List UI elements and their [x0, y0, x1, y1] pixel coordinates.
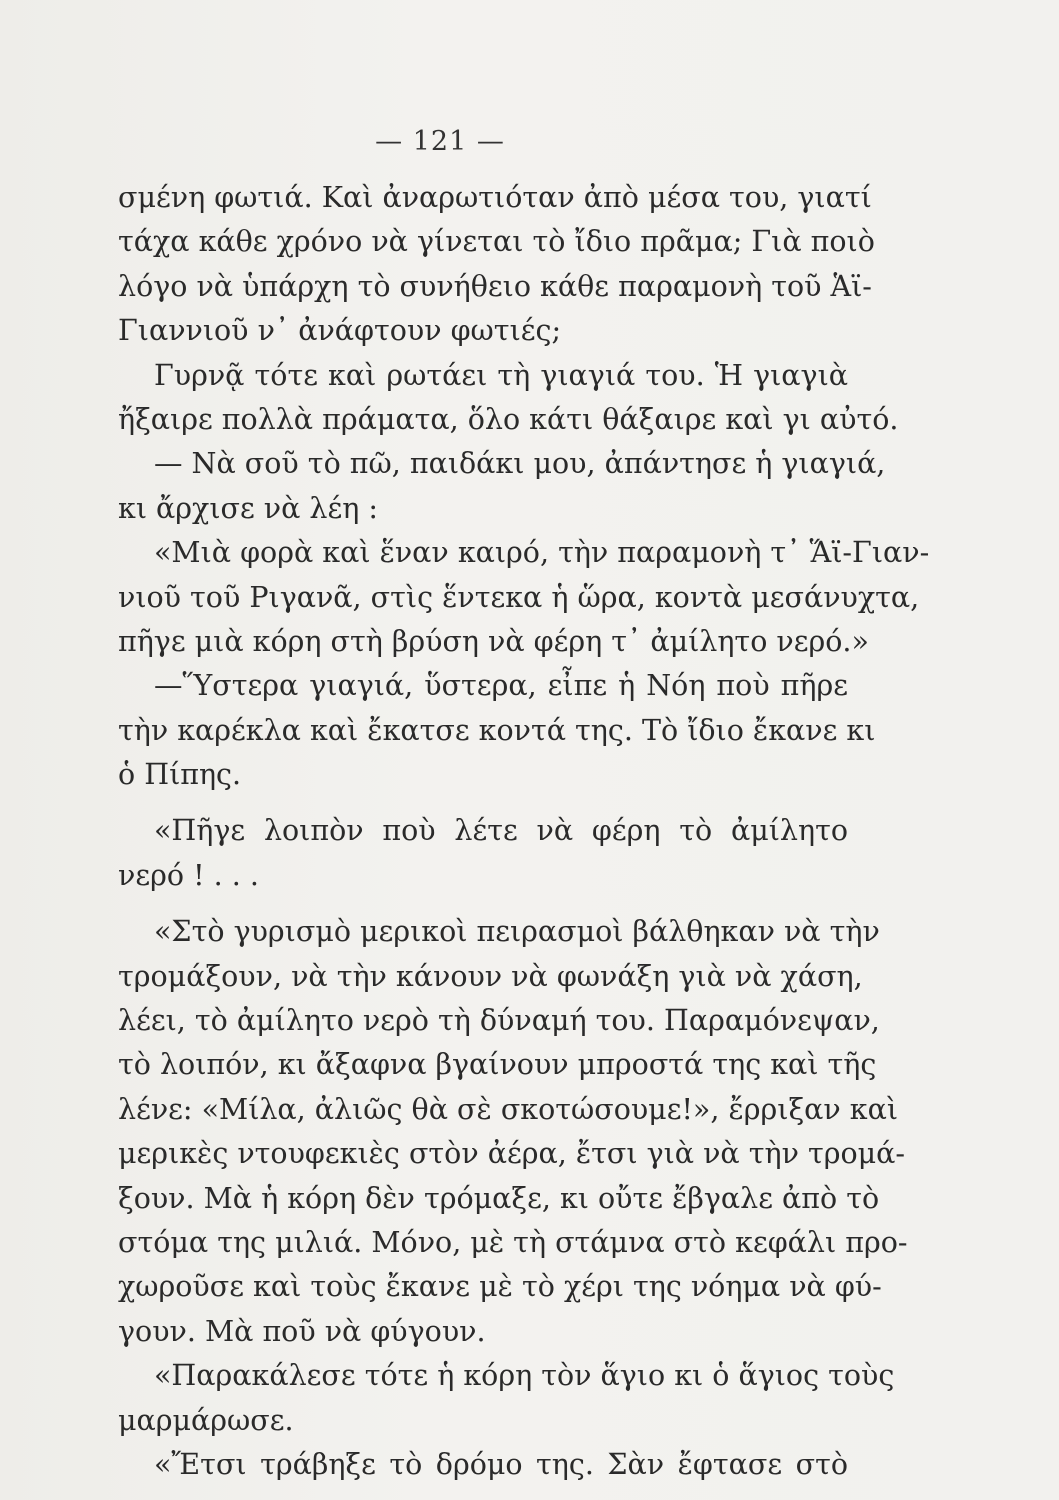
- text-line: ὁ Πίπης.: [118, 758, 242, 792]
- page-number: — 121 —: [375, 126, 505, 157]
- text-line: —Ὕστερα γιαγιά, ὕστερα, εἶπε ἡ Νόη ποὺ πῆρε: [154, 669, 848, 703]
- text-line: νερό ! . . .: [118, 858, 259, 892]
- text-line: «Στὸ γυρισμὸ μερικοὶ πειρασμοὶ βάλθηκαν νὰ τὴν: [154, 915, 880, 949]
- text-line: σμένη φωτιά. Καὶ ἀναρωτιόταν ἀπὸ μέσα του, γιατί: [118, 181, 872, 214]
- text-line: τάχα κάθε χρόνο νὰ γίνεται τὸ ἴδιο πρᾶμα; Γιὰ ποιὸ: [118, 225, 875, 259]
- text-line: «Παρακάλεσε τότε ἡ κόρη τὸν ἅγιο κι ὁ ἅγιος τοὺς: [154, 1359, 895, 1393]
- text-line: λόγο νὰ ὑπάρχη τὸ συνήθειο κάθε παραμονὴ τοῦ Ἁϊ-: [118, 269, 872, 303]
- text-line: κι ἄρχισε νὰ λέη :: [118, 491, 378, 525]
- text-line: χωροῦσε καὶ τοὺς ἔκανε μὲ τὸ χέρι της νόημα νὰ φύ-: [118, 1270, 882, 1304]
- text-line: νιοῦ τοῦ Ριγανᾶ, στὶς ἕντεκα ἡ ὥρα, κοντὰ μεσάνυχτα,: [118, 580, 920, 614]
- text-line: λέει, τὸ ἀμίλητο νερὸ τὴ δύναμή του. Παραμόνεψαν,: [118, 1004, 880, 1038]
- text-line: μερικὲς ντουφεκιὲς στὸν ἀέρα, ἔτσι γιὰ νὰ τὴν τρομά-: [118, 1137, 906, 1171]
- text-line: στόμα της μιλιά. Μόνο, μὲ τὴ στάμνα στὸ κεφάλι προ-: [118, 1225, 908, 1259]
- text-line: ἤξαιρε πολλὰ πράματα, ὅλο κάτι θάξαιρε καὶ γι αὐτό.: [118, 402, 899, 436]
- text-line: Γυρνᾷ τότε καὶ ρωτάει τὴ γιαγιά του. Ἡ γιαγιὰ: [154, 358, 848, 392]
- text-line: — Νὰ σοῦ τὸ πῶ, παιδάκι μου, ἀπάντησε ἡ γιαγιά,: [154, 447, 886, 481]
- body-text: [118, 176, 930, 1487]
- text-line: μαρμάρωσε.: [118, 1403, 294, 1437]
- text-line: «Πῆγε λοιπὸν ποὺ λέτε νὰ φέρη τὸ ἀμίλητο: [154, 814, 848, 848]
- text-line: πῆγε μιὰ κόρη στὴ βρύση νὰ φέρη τ᾽ ἀμίλητο νερό.»: [118, 624, 869, 658]
- text-line: τὸ λοιπόν, κι ἄξαφνα βγαίνουν μπροστά της καὶ τῆς: [118, 1048, 877, 1082]
- text-line: Γιαννιοῦ ν᾽ ἀνάφτουν φωτιές;: [118, 314, 562, 348]
- text-line: γουν. Μὰ ποῦ νὰ φύγουν.: [118, 1314, 486, 1348]
- text-line: λένε: «Μίλα, ἀλιῶς θὰ σὲ σκοτώσουμε!», ἔρριξαν καὶ: [118, 1092, 899, 1126]
- text-line: «Μιὰ φορὰ καὶ ἕναν καιρό, τὴν παραμονὴ τ᾽ Ἅϊ-Γιαν-: [154, 536, 930, 570]
- text-line: «Ἔτσι τράβηξε τὸ δρόμο της. Σὰν ἔφτασε στὸ: [154, 1447, 848, 1481]
- text-line: τὴν καρέκλα καὶ ἔκατσε κοντά της. Τὸ ἴδιο ἔκανε κι: [118, 713, 876, 747]
- text-line: ξουν. Μὰ ἡ κόρη δὲν τρόμαξε, κι οὔτε ἔβγαλε ἀπὸ τὸ: [118, 1181, 880, 1215]
- text-line: τρομάξουν, νὰ τὴν κάνουν νὰ φωνάξη γιὰ νὰ χάση,: [118, 959, 863, 993]
